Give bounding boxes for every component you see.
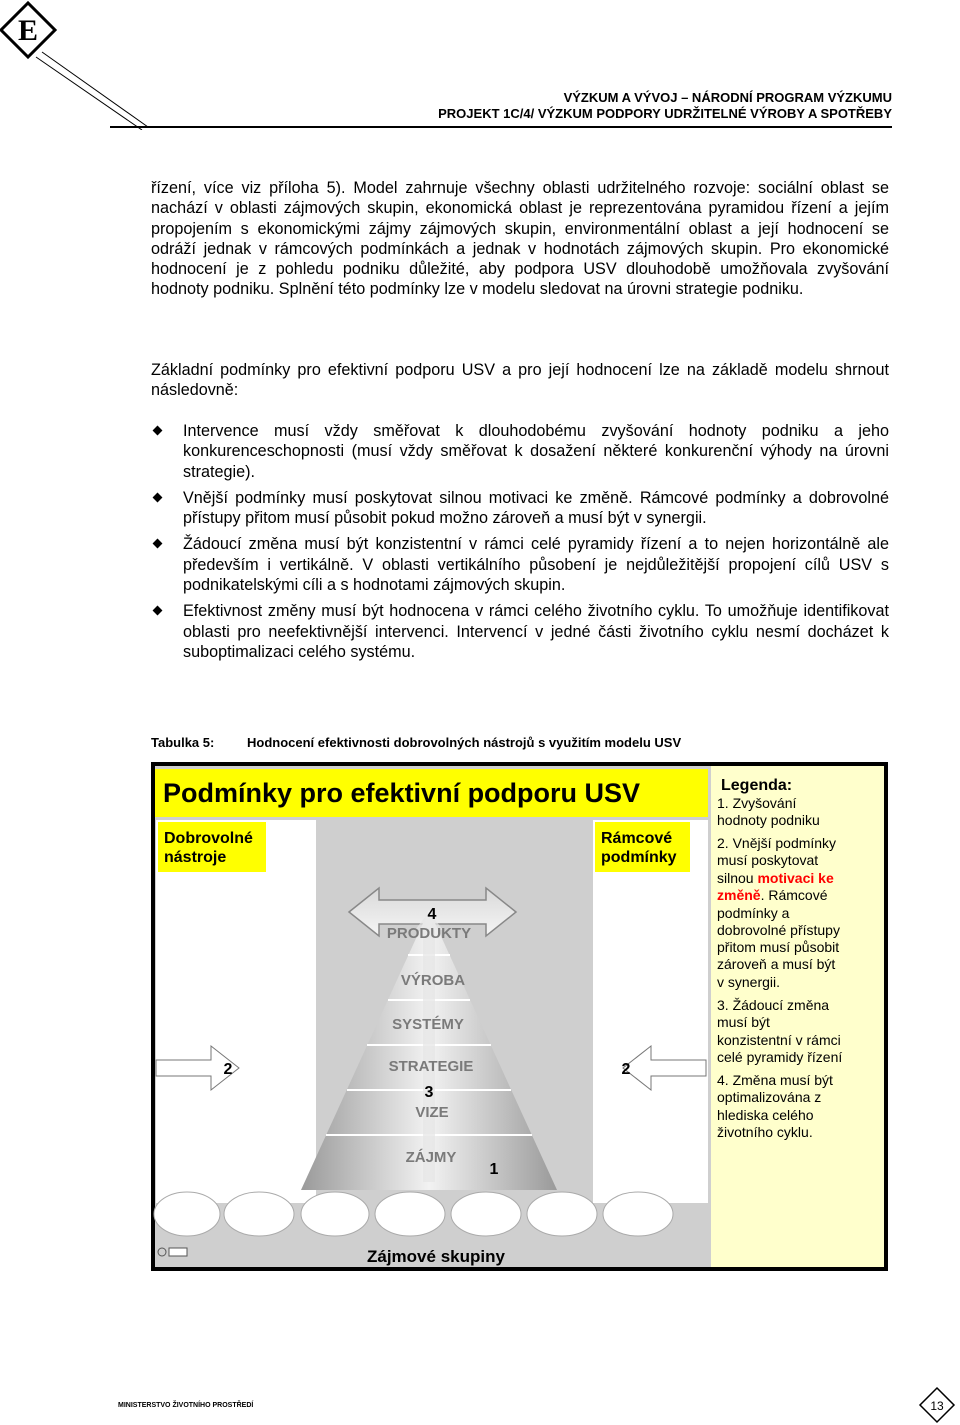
legend-line: musí být bbox=[717, 1014, 770, 1030]
page-header bbox=[438, 90, 892, 122]
legend-line: 3. Žádoucí změna bbox=[717, 997, 830, 1013]
page-number: 13 bbox=[930, 1399, 944, 1413]
legend-line: musí poskytovat bbox=[717, 852, 819, 868]
level-systems: SYSTÉMY bbox=[392, 1016, 464, 1033]
legend-highlight: změně bbox=[717, 887, 761, 903]
legend-line: v synergii. bbox=[717, 974, 781, 990]
level-vision: VIZE bbox=[415, 1104, 449, 1121]
stakeholder-ellipse bbox=[603, 1192, 673, 1236]
legend-line: hodnoty podniku bbox=[717, 812, 820, 828]
diamond-bullet-icon bbox=[153, 539, 163, 549]
bullet-text: Efektivnost změny musí být hodnocena v rámci celého životního cyklu. To umožňuje identifikovat oblasti pro neefektivnější intervenci. Intervencí v jedné části životního cyklu nesmí docházet k suboptimalizaci celého systému. bbox=[183, 602, 889, 661]
bullet-text: Žádoucí změna musí být konzistentní v rámci celé pyramidy řízení a to nejen horizontálně ale především i vertikálně. V oblasti vertikálního působení je nejdůležitější propojení cílů USV s podnikatelskými cíli a s hodnotami zájmových skupin. bbox=[183, 535, 889, 595]
table-caption bbox=[151, 735, 681, 750]
page-number-badge bbox=[917, 1385, 957, 1425]
bullet-item-1 bbox=[151, 421, 889, 482]
legend-line: podmínky a bbox=[717, 905, 790, 921]
number-bottom: 1 bbox=[489, 1161, 499, 1178]
number-right: 2 bbox=[621, 1061, 631, 1078]
voluntary-tools-label: nástroje bbox=[164, 849, 227, 866]
stakeholder-ellipse bbox=[224, 1192, 294, 1236]
legend-line: 4. Změna musí být bbox=[717, 1072, 833, 1088]
legend-line: celé pyramidy řízení bbox=[717, 1049, 843, 1065]
legend-line: 2. Vnější podmínky bbox=[717, 835, 837, 851]
number-center: 3 bbox=[424, 1084, 434, 1101]
bullet-list bbox=[151, 421, 889, 668]
legend-line bbox=[717, 887, 828, 903]
left-panel bbox=[156, 820, 316, 1203]
caption-label: Tabulka 5: bbox=[151, 735, 215, 750]
diamond-bullet-icon bbox=[153, 426, 163, 436]
stakeholder-ellipse bbox=[154, 1192, 220, 1236]
level-products: PRODUKTY bbox=[386, 925, 472, 942]
diamond-bullet-icon bbox=[153, 492, 163, 502]
number-left: 2 bbox=[223, 1061, 233, 1078]
legend-line bbox=[717, 870, 834, 886]
level-strategy: STRATEGIE bbox=[388, 1058, 474, 1075]
legend-line: přitom musí působit bbox=[717, 939, 840, 955]
stakeholder-ellipse bbox=[301, 1192, 369, 1236]
footer-ministry: MINISTERSTVO ŽIVOTNÍHO PROSTŘEDÍ bbox=[118, 1402, 254, 1409]
bullet-text: Intervence musí vždy směřovat k dlouhodobému zvyšování hodnoty podniku a jeho konkurenceschopnosti (musí vždy směřovat k dosažení některé konkurenční výhody na úrovni strategie). bbox=[183, 422, 889, 481]
legend-title: Legenda: bbox=[721, 777, 793, 794]
legend-line: zároveň a musí být bbox=[717, 956, 836, 972]
header-line-1: VÝZKUM A VÝVOJ – NÁRODNÍ PROGRAM VÝZKUMU bbox=[563, 90, 892, 105]
caption-text: Hodnocení efektivnosti dobrovolných nástrojů s využitím modelu USV bbox=[247, 735, 682, 750]
stakeholders-label: Zájmové skupiny bbox=[367, 1247, 505, 1266]
stakeholder-ellipse bbox=[527, 1192, 597, 1236]
legend-line: 1. Zvyšování bbox=[717, 795, 797, 811]
legend-text: silnou bbox=[717, 870, 758, 886]
framework-conditions-label: podmínky bbox=[601, 849, 677, 866]
bullet-item-2 bbox=[151, 488, 889, 529]
stakeholder-ellipse bbox=[375, 1192, 445, 1236]
voluntary-tools-label: Dobrovolné bbox=[164, 830, 253, 847]
legend-line: hlediska celého bbox=[717, 1107, 814, 1123]
legend-line: optimalizována z bbox=[717, 1089, 822, 1105]
header-rule bbox=[110, 126, 892, 128]
logo bbox=[0, 0, 150, 130]
paragraph-conditions: Základní podmínky pro efektivní podporu USV a pro její hodnocení lze na základě modelu shrnout následovně: bbox=[151, 361, 889, 400]
paragraph-model: řízení, více viz příloha 5). Model zahrnuje všechny oblasti udržitelného rozvoje: sociální oblast se nachází v oblasti zájmových skupin, ekonomická oblast je reprezentována pyramidou řízení a jejím propojením s ekonomickými zájmy zájmových skupin, environmentální oblast a její hodnocení se odráží jednak v rámcových podmínkách a jednak v hodnotách zájmových skupin. Pro ekonomické hodnocení je z pohledu podniku důležité, aby podpora USV dlouhodobě umožňovala zvyšování hodnoty podniku. Splnění této podmínky lze v modelu sledovat na úrovni strategie podniku. bbox=[151, 179, 889, 299]
bullet-text: Vnější podmínky musí poskytovat silnou motivaci ke změně. Rámcové podmínky a dobrovolné přístupy přitom musí působit pokud možno zároveň a musí být v synergii. bbox=[183, 488, 889, 528]
legend-line: dobrovolné přístupy bbox=[717, 922, 840, 938]
stakeholder-ellipse bbox=[451, 1192, 521, 1236]
figure-title: Podmínky pro efektivní podporu USV bbox=[163, 778, 641, 808]
legend-text: . Rámcové bbox=[760, 887, 828, 903]
number-top: 4 bbox=[427, 906, 437, 923]
bullet-item-4 bbox=[151, 601, 889, 662]
header-line-2: PROJEKT 1C/4/ VÝZKUM PODPORY UDRŽITELNÉ VÝROBY A SPOTŘEBY bbox=[438, 106, 892, 121]
usv-model-figure bbox=[151, 762, 888, 1271]
legend-line: konzistentní v rámci bbox=[717, 1032, 841, 1048]
level-production: VÝROBA bbox=[400, 972, 466, 989]
legend-line: životního cyklu. bbox=[717, 1124, 813, 1140]
logo-letter: E bbox=[17, 14, 39, 47]
framework-conditions-label: Rámcové bbox=[601, 830, 673, 847]
diamond-bullet-icon bbox=[153, 606, 163, 616]
right-panel bbox=[593, 820, 708, 1203]
legend-highlight: motivaci ke bbox=[757, 870, 834, 886]
level-interests: ZÁJMY bbox=[405, 1149, 457, 1166]
bullet-item-3 bbox=[151, 534, 889, 595]
